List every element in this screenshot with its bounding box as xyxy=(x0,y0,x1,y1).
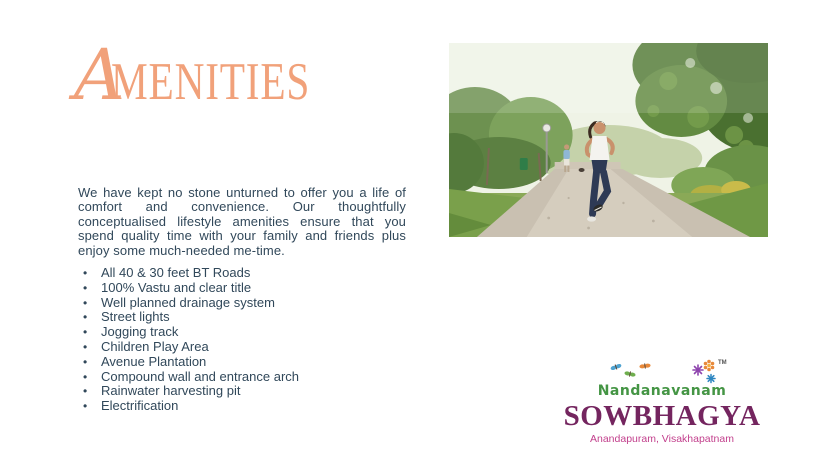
amenity-item: • 100% Vastu and clear title xyxy=(80,281,299,296)
amenity-item: • Compound wall and entrance arch xyxy=(80,370,299,385)
amenity-item: • Jogging track xyxy=(80,325,299,340)
amenity-item: • Well planned drainage system xyxy=(80,296,299,311)
amenity-item: • Avenue Plantation xyxy=(80,355,299,370)
flower-icons xyxy=(691,358,719,384)
amenities-list xyxy=(80,266,299,414)
project-location: Anandapuram, Visakhapatnam xyxy=(590,433,734,445)
title-initial: A xyxy=(74,34,125,116)
intro-paragraph: We have kept no stone unturned to offer you a life of comfort and convenience. Our thoughtfully conceptualised lifestyle amenities ensure that you spend quality time with your family and friends plus enjoy some much-needed me-time. xyxy=(78,185,406,258)
project-name: SOWBHAGYA xyxy=(563,400,761,432)
amenity-item: • Street lights xyxy=(80,310,299,325)
park-jogging-illustration xyxy=(449,43,768,237)
page-title xyxy=(74,34,366,120)
amenity-item: • Rainwater harvesting pit xyxy=(80,384,299,399)
brand-name: Nandanavanam xyxy=(597,383,727,399)
butterfly-icons xyxy=(608,360,656,382)
brand-logo xyxy=(558,356,766,456)
amenities-photo xyxy=(449,43,768,237)
amenity-item: • All 40 & 30 feet BT Roads xyxy=(80,266,299,281)
amenity-item: • Electrification xyxy=(80,399,299,414)
title-rest: MENITIES xyxy=(110,53,310,111)
amenity-item: • Children Play Area xyxy=(80,340,299,355)
trademark-symbol: TM xyxy=(718,360,727,366)
